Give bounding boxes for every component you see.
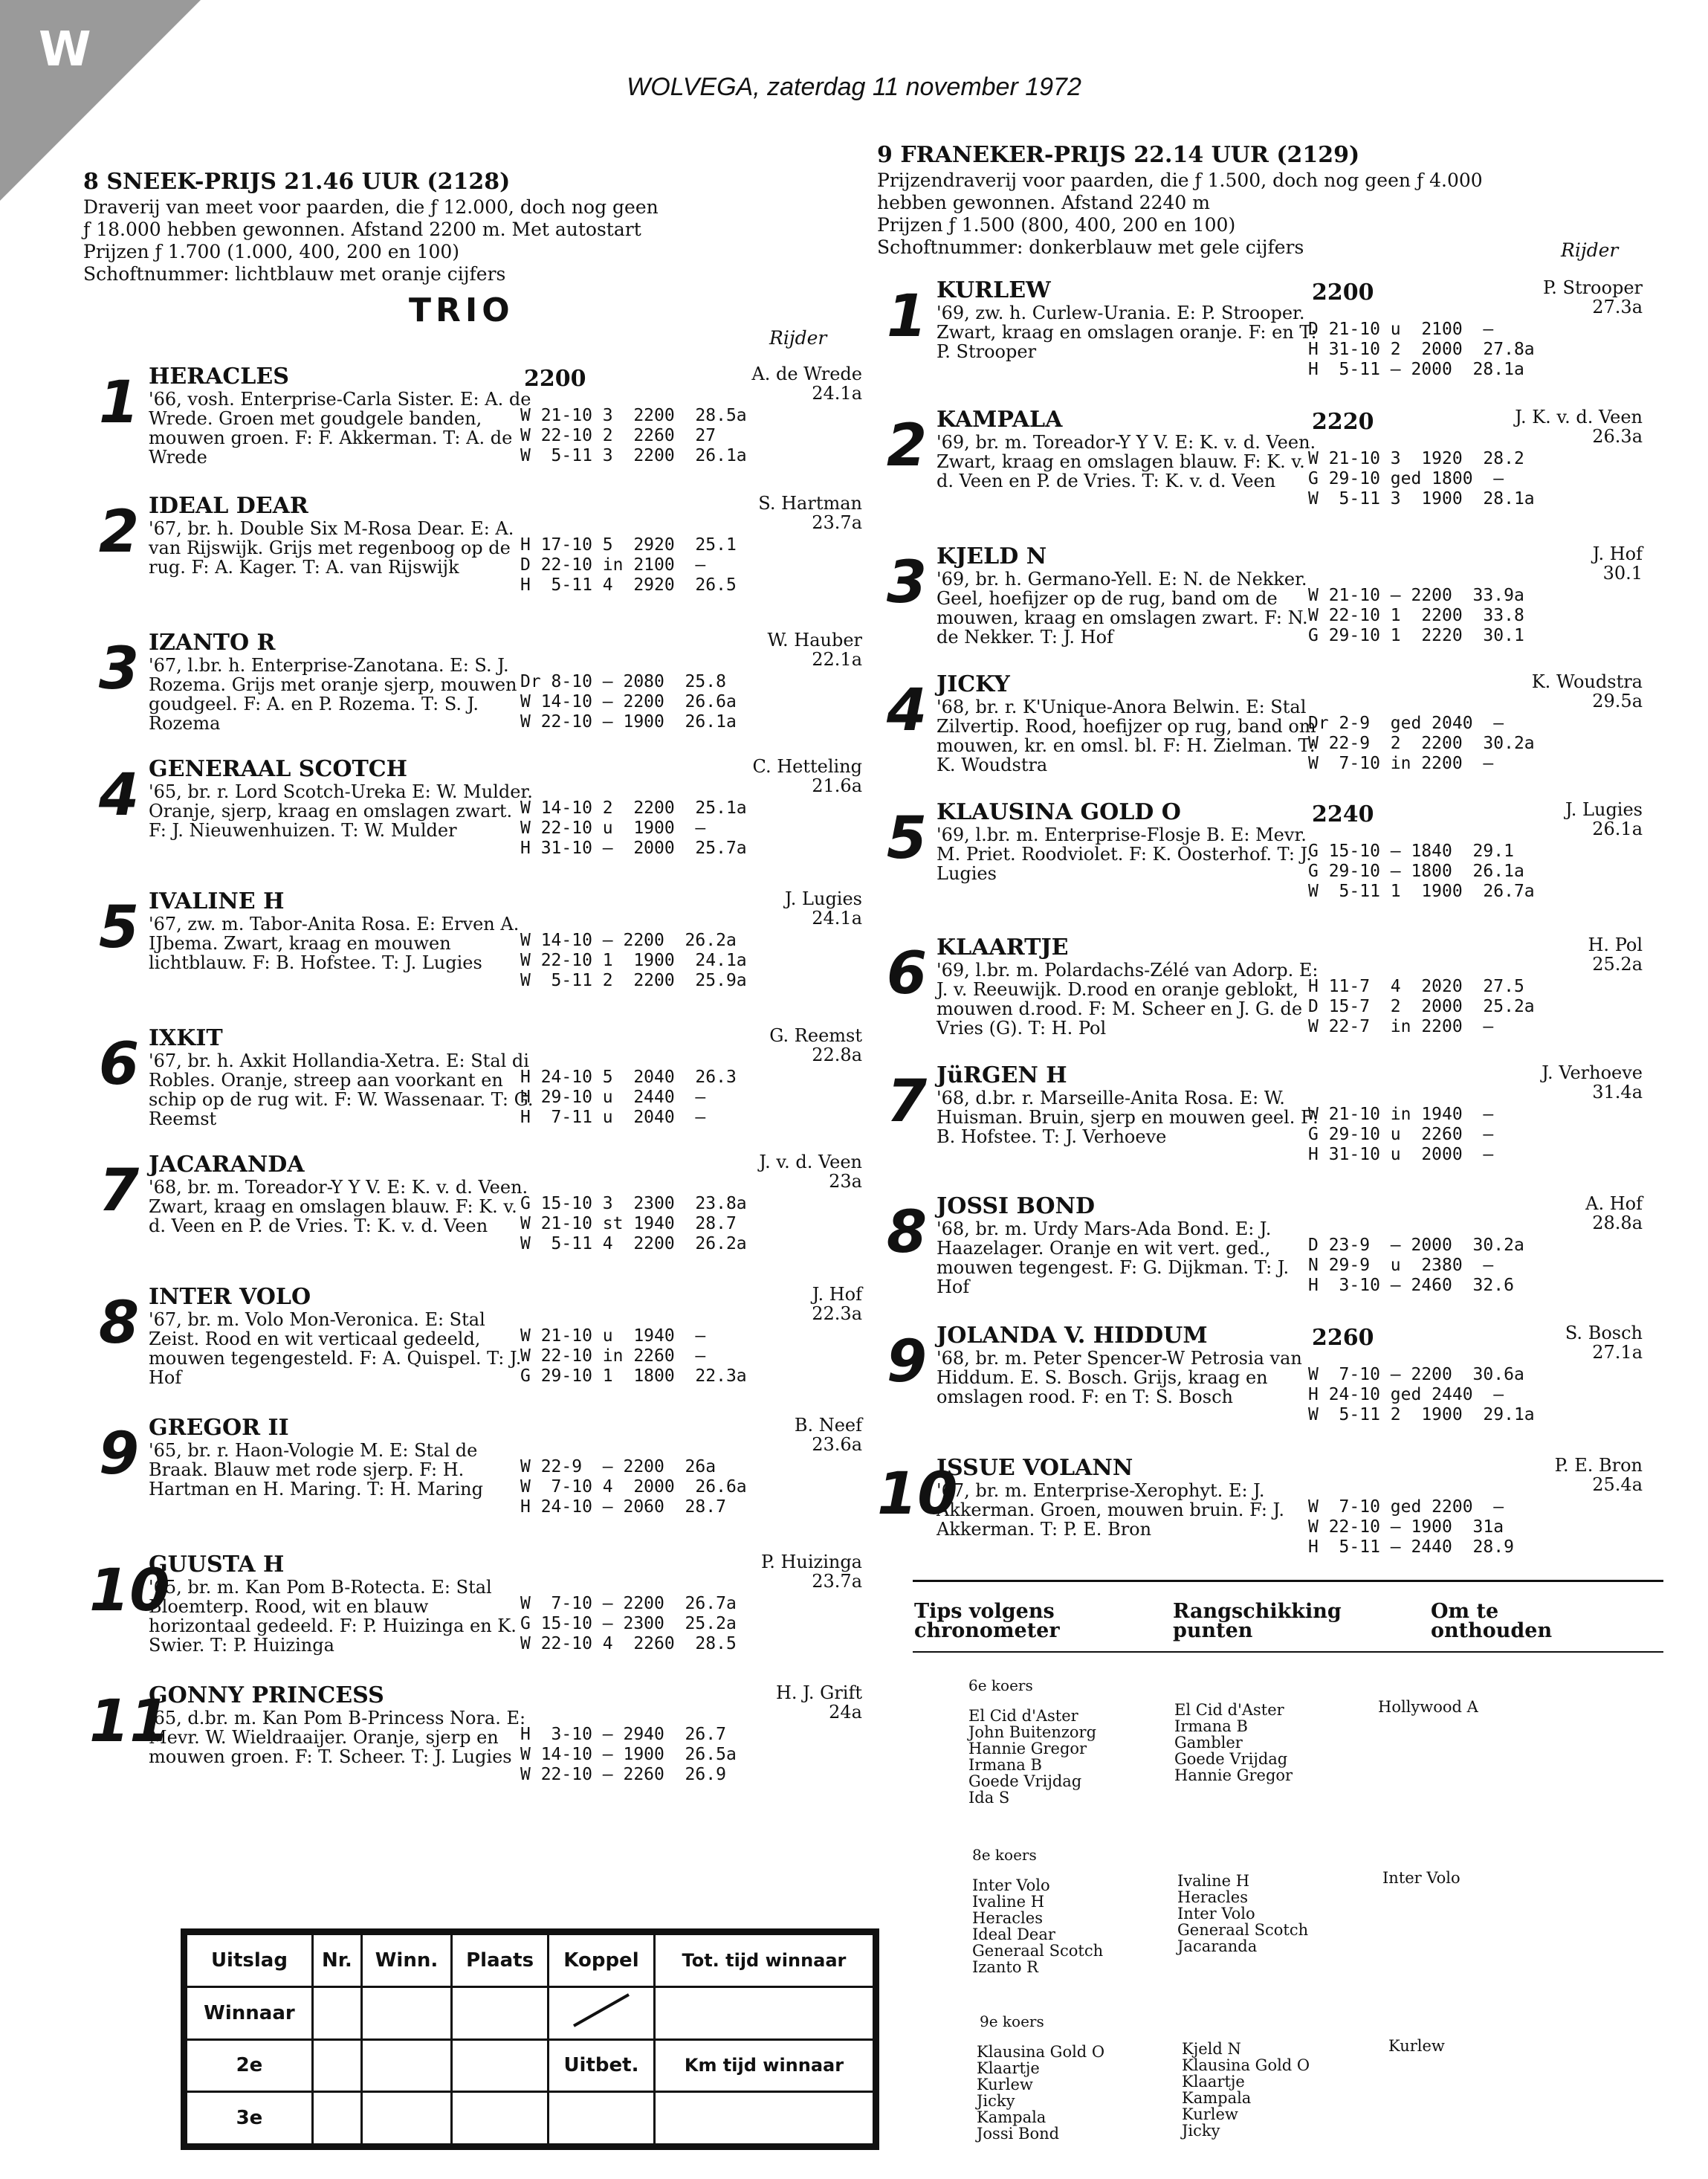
horse-entry [877, 672, 1643, 798]
horse-entry [89, 757, 862, 883]
rider-handicap: 29.5a [1592, 691, 1643, 711]
horse-name: GUUSTA H [149, 1552, 285, 1578]
tips-header-remember: Om te onthouden [1431, 1600, 1553, 1642]
result-cell[interactable] [452, 1986, 549, 2039]
horse-entry [877, 935, 1643, 1062]
result-cell[interactable] [452, 2092, 549, 2145]
tips-section-label: 9e koers [980, 2012, 1044, 2030]
rider-handicap: 31.4a [1592, 1082, 1643, 1103]
horse-description: '68, br. m. Peter Spencer-W Petrosia van Hiddum. E. S. Bosch. Grijs, kraag en omslagen rood. F: en T: S. Bosch [937, 1348, 1302, 1407]
rider-name: H. J. Grift [775, 1682, 862, 1703]
horse-name: JOSSI BOND [937, 1193, 1095, 1219]
tips-section-label: 8e koers [972, 1846, 1037, 1864]
horse-description: '65, br. r. Lord Scotch-Ureka E: W. Mulder. Oranje, sjerp, kraag en omslagen zwart. F: J. Nieuwenhuizen. T: W. Mulder [149, 781, 533, 841]
horse-number: 2 [886, 413, 928, 480]
tips-rule [913, 1651, 1663, 1653]
horse-name: GENERAAL SCOTCH [149, 756, 408, 782]
rider-name: J. Hof [1592, 543, 1643, 564]
rider-name: J. Lugies [785, 888, 862, 909]
horse-number: 11 [89, 1688, 170, 1755]
horse-entry [877, 800, 1643, 926]
horse-description: '67, l.br. h. Enterprise-Zanotana. E: S. J. Rozema. Grijs met oranje sjerp, mouwen goudgeel. F: A. en P. Rozema. T: S. J. Rozema [149, 655, 517, 734]
result-row-winnaar: Winnaar [187, 1986, 313, 2039]
horse-rider [1593, 544, 1643, 583]
horse-rider [1585, 1194, 1643, 1233]
horse-number: 7 [98, 1158, 140, 1224]
horse-entry [89, 494, 862, 620]
horse-name: JACARANDA [149, 1152, 305, 1178]
horse-description: '67, br. h. Double Six M-Rosa Dear. E: A. van Rijswijk. Grijs met regenboog op de rug. F: A. Kager. T: A. van Rijswijk [149, 518, 514, 578]
horse-records: W 7-10 ged 2200 — W 22-10 — 1900 31a H 5-11 — 2440 28.9 [1308, 1497, 1514, 1557]
horse-description: '68, br. m. Toreador-Y Y V. E: K. v. d. Veen. Zwart, kraag en omslagen blauw. F: K. v. d. Veen en P. de Vries. T: K. v. d. Veen [149, 1177, 528, 1236]
horse-description: '68, br. m. Urdy Mars-Ada Bond. E: J. Haazelager. Oranje en wit vert. ged., mouwen tegengest. F: G. Dijkman. T: J. Hof [937, 1218, 1290, 1297]
race9-header [877, 141, 1483, 259]
horse-name: KLAARTJE [937, 934, 1069, 961]
result-cell[interactable] [654, 1986, 873, 2039]
horse-rider [1543, 278, 1643, 317]
tips-chrono-list: Inter Volo Ivaline H Heracles Ideal Dear Generaal Scotch Izanto R [972, 1876, 1104, 1976]
horse-entry [877, 1456, 1643, 1582]
result-col-nr: Nr. [312, 1934, 361, 1987]
horse-name: JICKY [937, 671, 1010, 697]
race9-line: Prijzen ƒ 1.500 (800, 400, 200 en 100) [877, 214, 1236, 236]
horse-records: W 21-10 u 1940 — W 22-10 in 2260 — G 29-10 1 1800 22.3a [520, 1326, 747, 1386]
horse-entry [89, 1285, 862, 1411]
horse-number: 9 [886, 1329, 928, 1395]
horse-rider [795, 1415, 862, 1454]
rider-handicap: 22.1a [812, 649, 862, 670]
trio-label: TRIO [409, 291, 514, 329]
rider-name: J. Verhoeve [1542, 1062, 1643, 1083]
horse-description: '66, vosh. Enterprise-Carla Sister. E: A. de Wrede. Groen met goudgele banden, mouwen groen. F: F. Akkerman. T: A. de Wrede [149, 389, 531, 468]
horse-entry [877, 1323, 1643, 1450]
horse-records: W 21-10 — 2200 33.9a W 22-10 1 2200 33.8 G 29-10 1 2220 30.1 [1308, 586, 1524, 645]
race9-line: Schoftnummer: donkerblauw met gele cijfers [877, 236, 1304, 258]
tips-points-list: Kjeld N Klausina Gold O Klaartje Kampala Kurlew Jicky [1182, 2040, 1310, 2140]
horse-entry [877, 1194, 1643, 1320]
rider-handicap: 23.7a [812, 1571, 862, 1592]
horse-name: KURLEW [937, 277, 1051, 303]
horse-records: W 14-10 2 2200 25.1a W 22-10 u 1900 — H 31-10 — 2000 25.7a [520, 798, 747, 858]
race8-line: Draverij van meet voor paarden, die ƒ 12.000, doch nog geen [83, 196, 659, 218]
horse-number: 8 [98, 1290, 140, 1357]
rider-name: S. Bosch [1565, 1323, 1643, 1343]
horse-rider [752, 757, 862, 795]
horse-entry [877, 407, 1643, 534]
horse-records: W 21-10 in 1940 — G 29-10 u 2260 — H 31-10 u 2000 — [1308, 1105, 1494, 1164]
horse-entry [89, 630, 862, 757]
horse-records: W 21-10 3 1920 28.2 G 29-10 ged 1800 — W 5-11 3 1900 28.1a [1308, 449, 1535, 509]
horse-records: D 23-9 — 2000 30.2a N 29-9 u 2380 — H 3-10 — 2460 32.6 [1308, 1236, 1524, 1295]
horse-name: HERACLES [149, 364, 289, 390]
horse-rider [1532, 672, 1643, 711]
horse-rider [768, 630, 862, 669]
result-cell[interactable] [312, 2092, 361, 2145]
horse-records: H 3-10 — 2940 26.7 W 14-10 — 1900 26.5a W 22-10 — 2260 26.9 [520, 1725, 737, 1784]
result-cell[interactable] [312, 1986, 361, 2039]
result-cell[interactable] [548, 2092, 654, 2145]
result-row-3e: 3e [187, 2092, 313, 2145]
horse-number: 10 [89, 1557, 170, 1624]
horse-records: G 15-10 — 1840 29.1 G 29-10 — 1800 26.1a W 5-11 1 1900 26.7a [1308, 842, 1535, 901]
rider-name: J. v. d. Veen [759, 1152, 862, 1172]
rider-name: B. Neef [794, 1415, 862, 1436]
horse-name: IVALINE H [149, 888, 285, 914]
result-col-winn: Winn. [361, 1934, 452, 1987]
rider-handicap: 28.8a [1592, 1213, 1643, 1233]
horse-description: '67, br. m. Enterprise-Xerophyt. E: J. Akkerman. Groen, mouwen bruin. F: J. Akkerman. T: P. E. Bron [937, 1480, 1284, 1540]
horse-entry [89, 1683, 862, 1810]
rider-name: J. K. v. d. Veen [1515, 407, 1643, 427]
result-col-koppel: Koppel [548, 1934, 654, 1987]
horse-name: KJELD N [937, 543, 1047, 569]
horse-name: ISSUE VOLANN [937, 1455, 1133, 1481]
horse-description: '65, d.br. m. Kan Pom B-Princess Nora. E: Mevr. W. Wieldraaijer. Oranje, sjerp en mouwen groen. F: T. Scheer. T: J. Lugies [149, 1708, 526, 1767]
rider-name: J. Hof [812, 1284, 862, 1305]
result-cell[interactable] [312, 2039, 361, 2092]
horse-name: JüRGEN H [937, 1062, 1067, 1088]
horse-number: 3 [98, 636, 140, 703]
result-col-plaats: Plaats [452, 1934, 549, 1987]
rider-handicap: 24.1a [812, 908, 862, 929]
horse-rider [785, 889, 862, 928]
rider-handicap: 24.1a [812, 383, 862, 404]
result-row-2e: 2e [187, 2039, 313, 2092]
horse-distance: 2200 [1312, 280, 1374, 306]
horse-distance: 2260 [1312, 1325, 1374, 1351]
horse-rider [751, 364, 862, 403]
rider-name: S. Hartman [758, 493, 862, 514]
rider-name: P. E. Bron [1554, 1455, 1643, 1476]
horse-number: 4 [98, 762, 140, 829]
rider-name: H. Pol [1588, 934, 1643, 955]
section-letter: W [39, 22, 91, 77]
horse-entry [89, 1552, 862, 1679]
result-cell-crossed [548, 1986, 654, 2039]
rider-handicap: 27.3a [1592, 297, 1643, 317]
horse-name: KAMPALA [937, 407, 1063, 433]
horse-name: JOLANDA V. HIDDUM [937, 1323, 1208, 1349]
horse-rider [1565, 800, 1643, 839]
rider-name: G. Reemst [769, 1025, 862, 1046]
tips-chrono-list: Klausina Gold O Klaartje Kurlew Jicky Kampala Jossi Bond [977, 2043, 1105, 2143]
rider-handicap: 22.3a [812, 1303, 862, 1324]
horse-records: H 11-7 4 2020 27.5 D 15-7 2 2000 25.2a W 22-7 in 2200 — [1308, 977, 1535, 1036]
horse-description: '69, br. m. Toreador-Y Y V. E: K. v. d. Veen. Zwart, kraag en omslagen blauw. F: K. v. d. Veen en P. de Vries. T: K. v. d. Veen [937, 432, 1316, 491]
horse-records: W 14-10 — 2200 26.2a W 22-10 1 1900 24.1a W 5-11 2 2200 25.9a [520, 931, 747, 990]
horse-distance: 2200 [524, 366, 586, 392]
horse-name: IDEAL DEAR [149, 493, 308, 519]
horse-name: GREGOR II [149, 1415, 289, 1441]
horse-number: 9 [98, 1421, 140, 1488]
horse-name: IZANTO R [149, 630, 276, 656]
rider-handicap: 22.8a [812, 1045, 862, 1065]
horse-number: 5 [98, 894, 140, 961]
horse-number: 6 [98, 1031, 140, 1098]
horse-name: KLAUSINA GOLD O [937, 799, 1181, 825]
horse-number: 5 [886, 805, 928, 872]
result-cell[interactable] [452, 2039, 549, 2092]
horse-entry [89, 1152, 862, 1279]
page-header: WOLVEGA, zaterdag 11 november 1972 [627, 73, 1081, 101]
horse-rider [812, 1285, 862, 1323]
horse-description: '69, l.br. m. Enterprise-Flosje B. E: Mevr. M. Priet. Roodviolet. F: K. Oosterhof. T: J. Lugies [937, 824, 1312, 884]
rider-handicap: 27.1a [1592, 1342, 1643, 1363]
tips-points-list: El Cid d'Aster Irmana B Gambler Goede Vrijdag Hannie Gregor [1174, 1701, 1293, 1784]
horse-number: 3 [886, 549, 928, 616]
horse-records: W 21-10 3 2200 28.5a W 22-10 2 2260 27 W 5-11 3 2200 26.1a [520, 406, 747, 465]
race9-title: 9 FRANEKER-PRIJS 22.14 UUR (2129) [877, 142, 1360, 168]
result-cell[interactable] [361, 2092, 452, 2145]
horse-rider [1515, 407, 1643, 446]
race8-header [83, 168, 659, 285]
horse-rider [759, 1152, 862, 1191]
result-cell[interactable] [361, 1986, 452, 2039]
horse-name: INTER VOLO [149, 1284, 311, 1310]
horse-records: Dr 8-10 — 2080 25.8 W 14-10 — 2200 26.6a W 22-10 — 1900 26.1a [520, 672, 737, 732]
tips-remember-list: Kurlew [1388, 2037, 1445, 2055]
rider-handicap: 30.1 [1602, 563, 1643, 584]
tips-header-chronometer: Tips volgens chronometer [914, 1600, 1060, 1642]
rider-column-label: Rijder [1561, 239, 1619, 261]
horse-entry [89, 364, 862, 491]
horse-number: 10 [877, 1461, 958, 1528]
tips-chrono-list: El Cid d'Aster John Buitenzorg Hannie Gregor Irmana B Goede Vrijdag Ida S [968, 1707, 1097, 1807]
horse-description: '69, br. h. Germano-Yell. E: N. de Nekker. Geel, hoefijzer op de rug, band om de mouwen, kraag en omslagen zwart. F: N. de Nekker. T: J. Hof [937, 569, 1308, 648]
result-col-uitslag: Uitslag [187, 1934, 313, 1987]
horse-distance: 2240 [1312, 801, 1374, 827]
horse-description: '67, br. h. Axkit Hollandia-Xetra. E: Stal di Robles. Oranje, streep aan voorkant en schip op de rug wit. F: W. Wassenaar. T: G. Reemst [149, 1050, 534, 1129]
tips-remember-list: Inter Volo [1382, 1869, 1460, 1887]
horse-distance: 2220 [1312, 409, 1374, 435]
result-form [181, 1928, 879, 2150]
horse-name: GONNY PRINCESS [149, 1682, 384, 1708]
horse-description: '69, zw. h. Curlew-Urania. E: P. Strooper. Zwart, kraag en omslagen oranje. F: en T: P. Strooper [937, 303, 1317, 362]
rider-handicap: 24a [829, 1702, 862, 1723]
horse-number: 7 [886, 1068, 928, 1135]
race8-line: Prijzen ƒ 1.700 (1.000, 400, 200 en 100) [83, 241, 460, 262]
rider-name: K. Woudstra [1531, 671, 1643, 692]
horse-number: 1 [886, 283, 928, 350]
result-cell[interactable] [361, 2039, 452, 2092]
horse-number: 1 [98, 369, 140, 436]
horse-rider [1542, 1063, 1643, 1102]
horse-description: '67, br. m. Volo Mon-Veronica. E: Stal Zeist. Rood en wit verticaal gedeeld, mouwen tegengesteld. F: A. Quispel. T: J. Hof [149, 1309, 522, 1388]
horse-rider [1565, 1323, 1643, 1362]
result-label-uitbet: Uitbet. [548, 2039, 654, 2092]
horse-records: G 15-10 3 2300 23.8a W 21-10 st 1940 28.7 W 5-11 4 2200 26.2a [520, 1194, 747, 1253]
horse-records: H 24-10 5 2040 26.3 H 29-10 u 2440 — H 7-11 u 2040 — [520, 1068, 737, 1127]
horse-number: 2 [98, 499, 140, 566]
rider-handicap: 26.1a [1592, 819, 1643, 839]
horse-rider [1555, 1456, 1643, 1494]
rider-handicap: 23a [829, 1171, 862, 1192]
race8-title: 8 SNEEK-PRIJS 21.46 UUR (2128) [83, 169, 511, 195]
horse-description: '65, br. m. Kan Pom B-Rotecta. E: Stal Bloemterp. Rood, wit en blauw horizontaal gedeeld. F: P. Huizinga en K. Swier. T: P. Huizinga [149, 1577, 517, 1656]
slash-mark [568, 1992, 635, 2029]
horse-records: W 7-10 — 2200 26.7a G 15-10 — 2300 25.2a W 22-10 4 2260 28.5 [520, 1594, 737, 1653]
horse-entry [89, 1415, 862, 1542]
horse-rider [776, 1683, 862, 1722]
result-col-tot-tijd: Tot. tijd winnaar [654, 1934, 873, 1987]
rider-handicap: 21.6a [812, 775, 862, 796]
horse-entry [877, 544, 1643, 671]
race9-line: Prijzendraverij voor paarden, die ƒ 1.500, doch nog geen ƒ 4.000 [877, 170, 1483, 191]
race8-line: Schoftnummer: lichtblauw met oranje cijfers [83, 263, 506, 285]
horse-description: '69, l.br. m. Polardachs-Zélé van Adorp. E: J. v. Reeuwijk. D.rood en oranje geblokt, mouwen d.rood. F: M. Scheer en J. G. de Vries (G). T: H. Pol [937, 960, 1319, 1039]
horse-description: '68, d.br. r. Marseille-Anita Rosa. E: W. Huisman. Bruin, sjerp en mouwen geel. F: B. Hofstee. T: J. Verhoeve [937, 1088, 1319, 1147]
horse-records: Dr 2-9 ged 2040 — W 22-9 2 2200 30.2a W 7-10 in 2200 — [1308, 714, 1535, 773]
rider-handicap: 23.7a [812, 512, 862, 533]
rider-column-label: Rijder [769, 327, 827, 349]
horse-entry [89, 889, 862, 1016]
result-label-km-tijd: Km tijd winnaar [654, 2039, 873, 2092]
horse-entry [877, 1063, 1643, 1189]
horse-description: '67, zw. m. Tabor-Anita Rosa. E: Erven A. IJbema. Zwart, kraag en mouwen lichtblauw. F: B. Hofstee. T: J. Lugies [149, 914, 520, 973]
rider-name: C. Hetteling [752, 756, 862, 777]
horse-records: H 17-10 5 2920 25.1 D 22-10 in 2100 — H 5-11 4 2920 26.5 [520, 535, 737, 595]
horse-name: IXKIT [149, 1025, 223, 1051]
horse-number: 6 [886, 940, 928, 1007]
race9-line: hebben gewonnen. Afstand 2240 m [877, 192, 1210, 213]
rider-name: P. Strooper [1542, 277, 1643, 298]
rider-handicap: 26.3a [1592, 426, 1643, 447]
tips-header-points: Rangschikking punten [1173, 1600, 1342, 1642]
horse-rider [758, 494, 862, 532]
tips-remember-list: Hollywood A [1378, 1698, 1478, 1716]
tips-rule [913, 1580, 1663, 1582]
horse-rider [1588, 935, 1643, 974]
horse-number: 8 [886, 1199, 928, 1266]
horse-description: '65, br. r. Haon-Vologie M. E: Stal de Braak. Blauw met rode sjerp. F: H. Hartman en H. Maring. T: H. Maring [149, 1440, 483, 1500]
horse-records: D 21-10 u 2100 — H 31-10 2 2000 27.8a H 5-11 — 2000 28.1a [1308, 320, 1535, 379]
horse-records: W 7-10 — 2200 30.6a H 24-10 ged 2440 — W 5-11 2 1900 29.1a [1308, 1365, 1535, 1424]
rider-handicap: 25.2a [1592, 954, 1643, 975]
rider-name: P. Huizinga [760, 1552, 862, 1572]
horse-rider [769, 1026, 862, 1065]
rider-name: A. Hof [1585, 1193, 1643, 1214]
horse-records: W 22-9 — 2200 26a W 7-10 4 2000 26.6a H 24-10 — 2060 28.7 [520, 1457, 747, 1517]
rider-name: W. Hauber [767, 630, 862, 651]
horse-entry [89, 1026, 862, 1152]
horse-entry [877, 278, 1643, 404]
horse-number: 4 [886, 677, 928, 744]
rider-handicap: 23.6a [812, 1434, 862, 1455]
rider-name: J. Lugies [1565, 799, 1643, 820]
horse-description: '68, br. r. K'Unique-Anora Belwin. E: Stal Zilvertip. Rood, hoefijzer op rug, band om mouwen, kr. en omsl. bl. F: H. Zielman. T: K. Woudstra [937, 697, 1316, 775]
result-cell[interactable] [654, 2092, 873, 2145]
horse-rider [761, 1552, 862, 1591]
rider-handicap: 25.4a [1592, 1474, 1643, 1495]
rider-name: A. de Wrede [751, 364, 862, 384]
tips-points-list: Ivaline H Heracles Inter Volo Generaal Scotch Jacaranda [1177, 1872, 1309, 1955]
tips-section-label: 6e koers [968, 1676, 1033, 1694]
race8-line: ƒ 18.000 hebben gewonnen. Afstand 2200 m. Met autostart [83, 219, 641, 240]
